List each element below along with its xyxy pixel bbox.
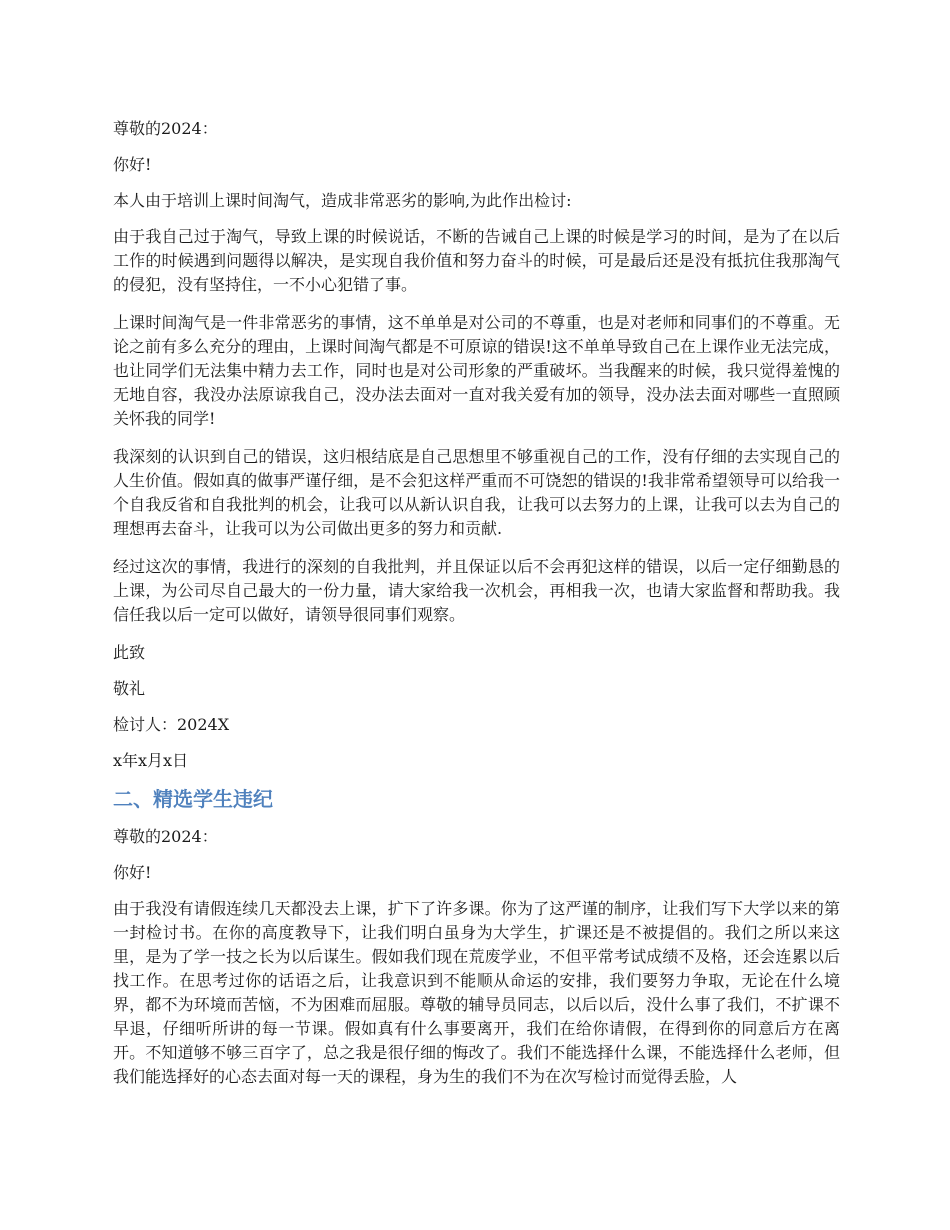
body-paragraph: 经过这次的事情，我进行的深刻的自我批判，并且保证以后不会再犯这样的错误，以后一定仔细勤恳的上课，为公司尽自己最大的一份力量，请大家给我一次机会，再相我一次，也请大家监督和帮助我。我信任我以后一定可以做好，请领导很同事们观察。: [113, 557, 840, 624]
intro-paragraph: 本人由于培训上课时间淘气，造成非常恶劣的影响,为此作出检讨:: [113, 191, 572, 210]
greeting: 你好!: [113, 863, 152, 882]
document-page: [113, 117, 840, 1103]
date-line: x年x月x日: [113, 751, 189, 770]
greeting: 你好!: [113, 155, 152, 174]
section-heading: 二、精选学生违纪: [113, 787, 273, 811]
closing-regards: 敬礼: [113, 679, 146, 698]
body-paragraph: 上课时间淘气是一件非常恶劣的事情，这不单单是对公司的不尊重，也是对老师和同事们的不尊重。无论之前有多么充分的理由，上课时间淘气都是不可原谅的错误!这不单单导致自己在上课作业无法完成，也让同学们无法集中精力去工作，同时也是对公司形象的严重破坏。当我醒来的时候，我只觉得羞愧的无地自容，我没办法原谅我自己，没办法去面对一直对我关爱有加的领导，没办法去面对哪些一直照顾关怀我的同学!: [113, 313, 840, 428]
body-paragraph: 我深刻的认识到自己的错误，这归根结底是自己思想里不够重视自己的工作，没有仔细的去实现自己的人生价值。假如真的做事严谨仔细，是不会犯这样严重而不可饶恕的错误的!我非常希望领导可以给我一个自我反省和自我批判的机会，让我可以从新认识自我，让我可以去努力的上课，让我可以去为自己的理想再去奋斗，让我可以为公司做出更多的努力和贡献.: [113, 447, 840, 538]
closing-line: 此致: [113, 643, 146, 662]
salutation: 尊敬的2024：: [113, 119, 218, 138]
signer-line: 检讨人：2024X: [113, 715, 230, 734]
salutation: 尊敬的2024：: [113, 827, 218, 846]
body-paragraph: 由于我自己过于淘气，导致上课的时候说话，不断的告诫自己上课的时候是学习的时间，是为了在以后工作的时候遇到问题得以解决，是实现自我价值和努力奋斗的时候，可是最后还是没有抵抗住我那淘气的侵犯，没有坚持住，一不小心犯错了事。: [113, 227, 840, 294]
body-paragraph: 由于我没有请假连续几天都没去上课，扩下了许多课。你为了这严谨的制序，让我们写下大学以来的第一封检讨书。在你的高度教导下，让我们明白虽身为大学生，扩课还是不被提倡的。我们之所以来这里，是为了学一技之长为以后谋生。假如我们现在荒废学业，不但平常考试成绩不及格，还会连累以后找工作。在思考过你的话语之后，让我意识到不能顺从命运的安排，我们要努力争取，无论在什么境界，都不为环境而苦恼，不为困难而屈服。尊敬的辅导员同志，以后以后，没什么事了我们，不扩课不早退，仔细听所讲的每一节课。假如真有什么事要离开，我们在给你请假，在得到你的同意后方在离开。不知道够不够三百字了，总之我是很仔细的悔改了。我们不能选择什么课，不能选择什么老师，但我们能选择好的心态去面对每一天的课程，身为生的我们不为在次写检讨而觉得丢脸，人: [113, 899, 840, 1086]
